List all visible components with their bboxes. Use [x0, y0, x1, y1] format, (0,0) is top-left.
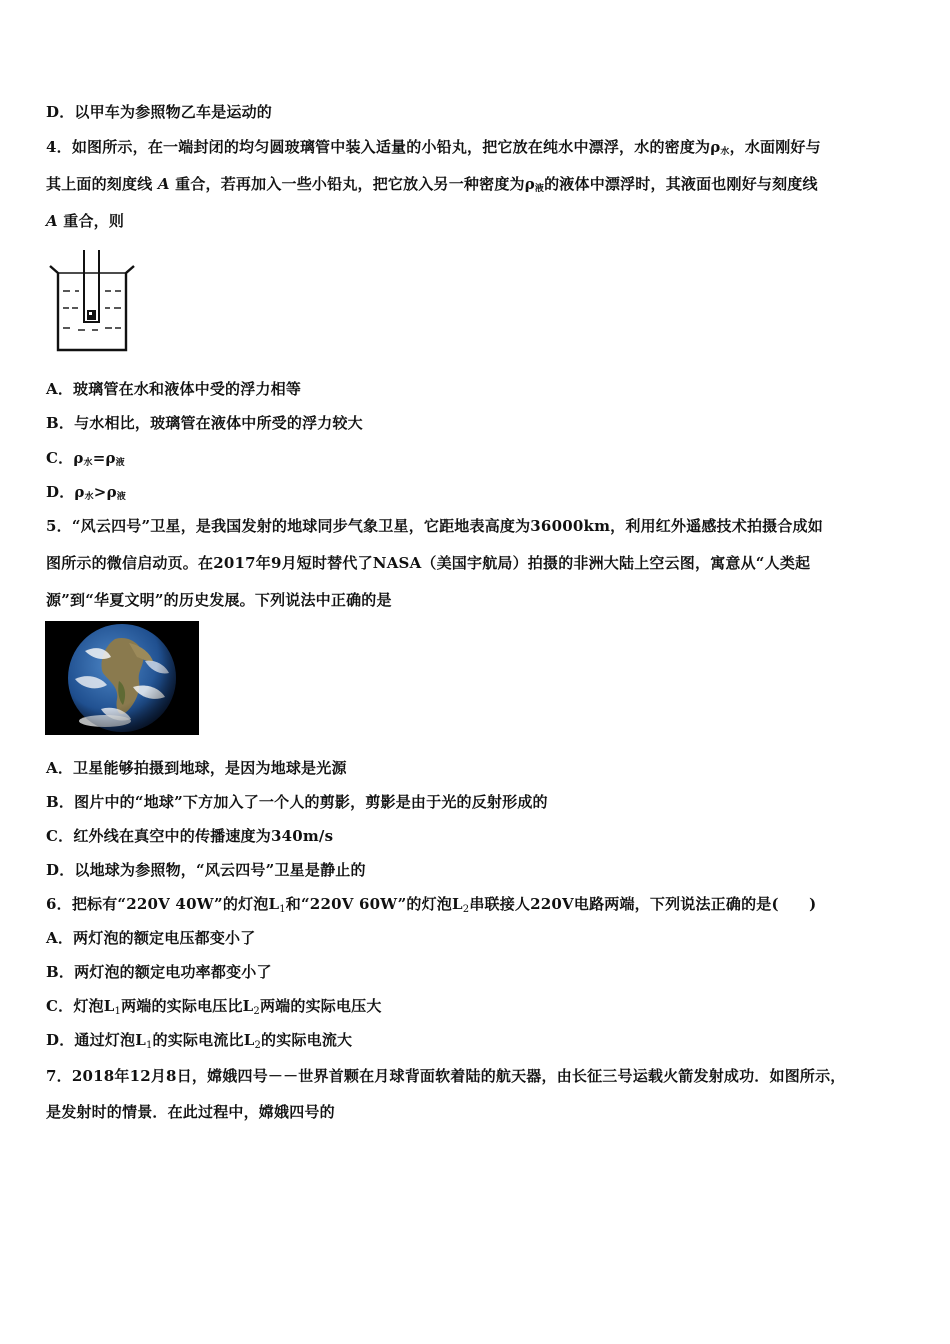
q4-stem-line-1: [46, 137, 821, 162]
option-text: 的实际电流比L: [152, 1031, 255, 1049]
q4-option-a: A．玻璃管在水和液体中受的浮力相等: [46, 380, 302, 398]
option-text: >ρ: [93, 483, 117, 501]
q6-option-b: B．两灯泡的额定电功率都变小了: [46, 963, 272, 981]
q4-stem-text: ，水面刚好与: [729, 138, 821, 156]
q6-stem-text: 和“220V 60W”的灯泡L: [285, 895, 463, 913]
option-text: C．ρ: [46, 449, 84, 467]
q5-option-b: B．图片中的“地球”下方加入了一个人的剪影，剪影是由于光的反射形成的: [46, 793, 548, 811]
option-text: =ρ: [92, 449, 116, 467]
beaker-outline: [50, 266, 134, 350]
rho-water-subscript: 水: [720, 147, 730, 157]
option-text: 的实际电流大: [261, 1031, 353, 1049]
q6-stem-text: 6．把标有“220V 40W”的灯泡L: [46, 895, 280, 913]
mark-a-label: A: [46, 212, 58, 230]
q5-option-a: A．卫星能够拍摄到地球，是因为地球是光源: [46, 759, 347, 777]
q5-stem-line-1: 5．“风云四号”卫星，是我国发射的地球同步气象卫星，它距地表高度为36000km，利用红外遥感技术拍摄合成如: [46, 517, 823, 535]
subscript: 1: [145, 1040, 153, 1051]
option-text: C．灯泡L: [46, 997, 115, 1015]
option-text: 两端的实际电压比L: [121, 997, 254, 1015]
subscript: 2: [462, 904, 470, 915]
q4-option-c: [46, 448, 125, 473]
q4-stem-text: 重合，则: [63, 212, 125, 230]
q6-option-a: A．两灯泡的额定电压都变小了: [46, 929, 256, 947]
q6-option-c: [46, 996, 382, 1022]
subscript: 水: [83, 458, 93, 468]
q4-stem-text: 重合，若再加入一些小铅丸，把它放入另一种密度为ρ: [175, 175, 535, 193]
q4-stem-text: 4．如图所示，在一端封闭的均匀圆玻璃管中装入适量的小铅丸，把它放在纯水中漂浮，水的密度为ρ: [46, 138, 721, 156]
q5-stem-line-2: 图所示的微信启动页。在2017年9月短时替代了NASA（美国宇航局）拍摄的非洲大陆上空云图，寓意从“人类起: [46, 554, 811, 572]
rho-liquid-subscript: 液: [534, 184, 545, 194]
mark-a-label: A: [157, 175, 170, 193]
q4-option-b: B．与水相比，玻璃管在液体中所受的浮力较大: [46, 414, 363, 432]
q3-option-d: D．以甲车为参照物乙车是运动的: [46, 103, 273, 121]
subscript: 2: [253, 1006, 260, 1017]
option-text: D．通过灯泡L: [46, 1031, 146, 1049]
subscript: 液: [115, 458, 125, 468]
beaker-tube-diagram: [48, 246, 138, 356]
q5-option-d: D．以地球为参照物，“风云四号”卫星是静止的: [46, 861, 366, 879]
q4-stem-line-2: [46, 174, 818, 199]
q5-option-c: C．红外线在真空中的传播速度为340m/s: [46, 827, 334, 845]
q4-stem-text: 的液体中漂浮时，其液面也刚好与刻度线: [544, 175, 818, 193]
subscript: 1: [114, 1006, 122, 1017]
q5-stem-line-3: 源”到“华夏文明”的历史发展。下列说法中正确的是: [46, 591, 392, 609]
q6-stem-text: 串联接人220V电路两端，下列说法正确的是( ): [469, 895, 817, 913]
subscript: 2: [254, 1040, 262, 1051]
q4-stem-text: 其上面的刻度线: [46, 175, 153, 193]
q6-stem: [46, 894, 816, 920]
lead-pellet-highlight: [89, 312, 92, 315]
option-text: 两端的实际电压大: [259, 997, 382, 1015]
earth-photo: [45, 621, 199, 735]
subscript: 1: [279, 904, 286, 915]
q4-stem-line-3: [46, 211, 124, 231]
q6-option-d: [46, 1030, 352, 1056]
subscript: 水: [84, 492, 94, 502]
q4-option-d: [46, 482, 126, 507]
earth-globe-icon: [45, 621, 199, 735]
q7-stem-line-1: 7．2018年12月8日，嫦娥四号－－世界首颗在月球背面软着陆的航天器，由长征三号运载火箭发射成功．如图所示，: [46, 1067, 846, 1085]
subscript: 液: [116, 492, 126, 502]
q7-stem-line-2: 是发射时的情景．在此过程中，嫦娥四号的: [46, 1103, 335, 1121]
option-text: D．ρ: [46, 483, 85, 501]
